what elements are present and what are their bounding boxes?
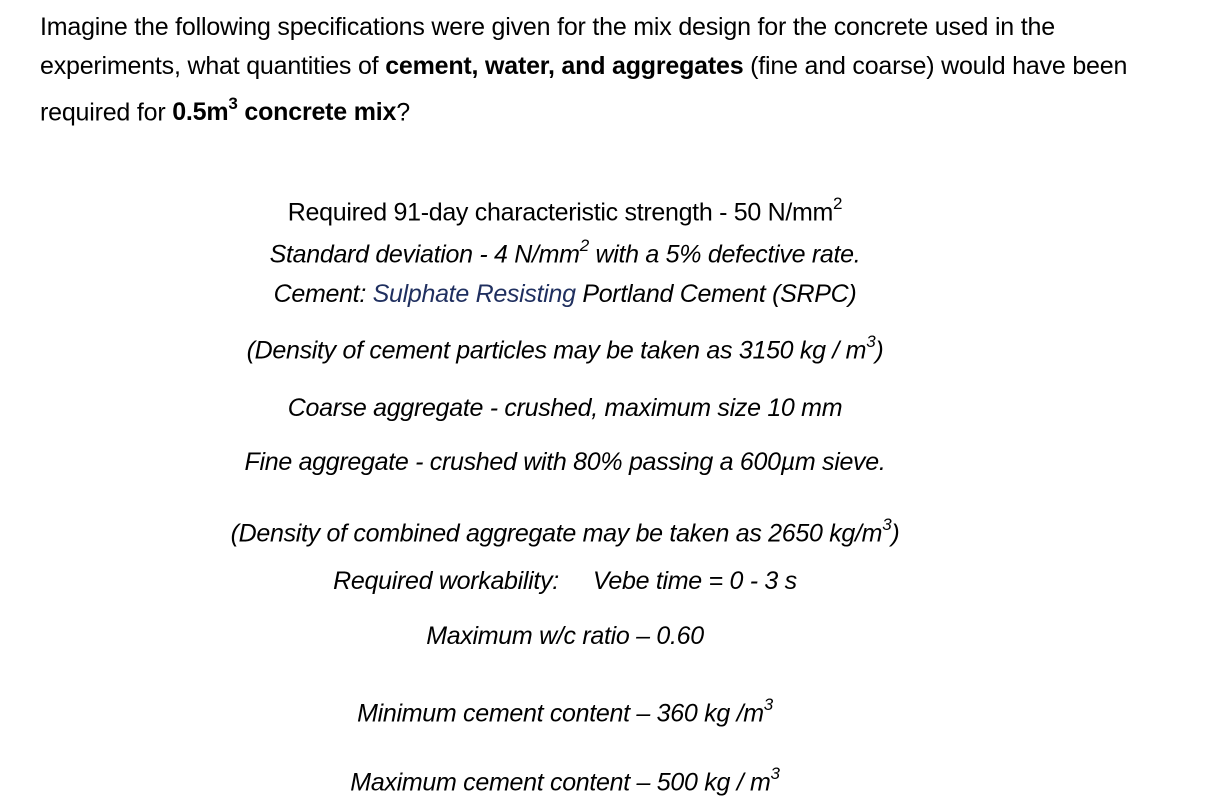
volume-rest: concrete mix [237, 98, 397, 127]
spec-std-dev-after: with a 5% defective rate. [588, 240, 861, 269]
spec-wc-ratio: Maximum w/c ratio – 0.60 [426, 622, 704, 650]
spec-std-dev-exp: 2 [579, 236, 589, 255]
spec-cement-rest: Portland Cement (SRPC) [575, 280, 857, 308]
spec-coarse: Coarse aggregate - crushed, maximum size 10 mm [287, 394, 843, 422]
spec-min-cement-text: Minimum cement content – 360 kg /m [357, 699, 764, 728]
spec-std-dev-before: Standard deviation - 4 N/mm [269, 240, 580, 269]
spec-agg-density-before: (Density of combined aggregate may be taken as 2650 kg/m [230, 519, 883, 548]
spec-cement-density-before: (Density of cement particles may be taken as 3150 kg / m [246, 336, 867, 365]
question-part2: (fine and coarse) would have been required for [40, 52, 1128, 127]
spec-cement-highlight: Sulphate Resisting [372, 280, 576, 308]
spec-strength-exp: 2 [833, 194, 843, 213]
spec-cement-density-after: ) [875, 336, 884, 365]
spec-strength-text: Required 91-day characteristic strength - 50 N/mm [287, 198, 834, 227]
spec-strength [0, 196, 1130, 227]
question-bold-volume [172, 94, 397, 127]
spec-max-cement [0, 766, 1130, 797]
spec-agg-density-after: ) [891, 519, 900, 548]
spec-workability-value: Vebe time = 0 - 3 s [592, 567, 797, 595]
question-end: ? [396, 98, 410, 127]
spec-cement-label: Cement: [273, 280, 373, 308]
question-text [40, 8, 1190, 132]
spec-fine: Fine aggregate - crushed with 80% passing a 600µm sieve. [244, 448, 886, 476]
spec-workability [0, 567, 1130, 596]
question-part1: Imagine the following specifications were given for the mix design for the concrete used in the experiments, what quantities of [40, 13, 1055, 80]
volume-exponent: 3 [228, 94, 238, 113]
volume-base: 0.5m [172, 98, 229, 127]
spec-cement [0, 280, 1130, 309]
spec-max-cement-exp: 3 [770, 764, 780, 783]
spec-min-cement [0, 697, 1130, 728]
spec-min-cement-exp: 3 [763, 695, 773, 714]
question-bold-materials: cement, water, and aggregates [385, 52, 744, 80]
spec-agg-density-exp: 3 [882, 515, 892, 534]
spec-workability-label: Required workability: [333, 567, 559, 595]
spec-cement-density [0, 334, 1130, 365]
spec-agg-density [0, 517, 1130, 548]
spec-max-cement-text: Maximum cement content – 500 kg / m [350, 768, 771, 797]
spec-cement-density-exp: 3 [866, 332, 876, 351]
spec-std-dev [0, 238, 1130, 269]
